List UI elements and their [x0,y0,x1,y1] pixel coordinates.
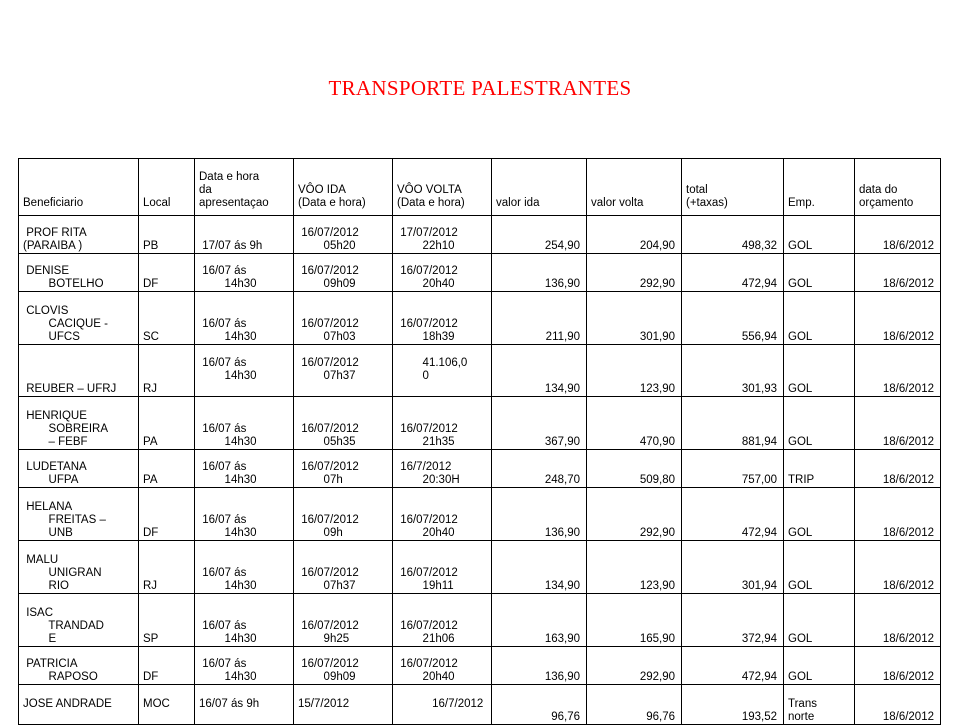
cell-apresentacao: 16/07 ás 9h [195,685,294,725]
cell-local: RJ [139,345,195,397]
cell-apresentacao: 16/07 ás 14h30 [195,541,294,594]
cell-beneficiario: MALU UNIGRAN RIO [19,541,139,594]
cell-total: 472,94 [682,254,784,292]
table-row [19,450,941,488]
cell-voo-ida: 16/07/2012 09h09 [294,254,393,292]
cell-apresentacao: 16/07 ás 14h30 [195,292,294,345]
header-emp: Emp. [784,159,855,216]
table-row [19,345,941,397]
cell-valor-volta: 204,90 [587,216,682,254]
header-voo-volta: VÔO VOLTA (Data e hora) [393,159,492,216]
cell-voo-ida: 16/07/2012 09h09 [294,647,393,685]
cell-beneficiario: DENISE BOTELHO [19,254,139,292]
cell-valor-volta: 123,90 [587,345,682,397]
cell-voo-ida: 16/07/2012 9h25 [294,594,393,647]
cell-local: PB [139,216,195,254]
cell-local: DF [139,254,195,292]
cell-beneficiario: LUDETANA UFPA [19,450,139,488]
cell-data-orcamento: 18/6/2012 [855,685,941,725]
cell-apresentacao: 16/07 ás 14h30 [195,594,294,647]
header-beneficiario: Beneficiario [19,159,139,216]
cell-voo-ida: 16/07/2012 07h [294,450,393,488]
cell-valor-volta: 123,90 [587,541,682,594]
cell-apresentacao: 17/07 ás 9h [195,216,294,254]
cell-valor-volta: 292,90 [587,254,682,292]
cell-data-orcamento: 18/6/2012 [855,594,941,647]
cell-emp: GOL [784,647,855,685]
cell-beneficiario: PATRICIA RAPOSO [19,647,139,685]
header-data-orcamento: data do orçamento [855,159,941,216]
cell-beneficiario: CLOVIS CACIQUE - UFCS [19,292,139,345]
cell-apresentacao: 16/07 ás 14h30 [195,345,294,397]
cell-voo-ida: 16/07/2012 07h03 [294,292,393,345]
cell-total: 556,94 [682,292,784,345]
table-row [19,292,941,345]
cell-local: MOC [139,685,195,725]
cell-local: SP [139,594,195,647]
table-row [19,254,941,292]
header-valor-volta: valor volta [587,159,682,216]
cell-emp: TRIP [784,450,855,488]
cell-voo-volta: 16/7/2012 [393,685,492,725]
cell-local: DF [139,647,195,685]
cell-emp: GOL [784,541,855,594]
table-row [19,488,941,541]
cell-valor-ida: 134,90 [492,345,587,397]
header-total: total (+taxas) [682,159,784,216]
cell-beneficiario: HELANA FREITAS – UNB [19,488,139,541]
cell-voo-ida: 16/07/2012 09h [294,488,393,541]
cell-beneficiario: HENRIQUE SOBREIRA – FEBF [19,397,139,450]
table-body [19,216,941,725]
cell-apresentacao: 16/07 ás 14h30 [195,450,294,488]
cell-data-orcamento: 18/6/2012 [855,450,941,488]
cell-emp: GOL [784,254,855,292]
cell-beneficiario: PROF RITA (PARAIBA ) [19,216,139,254]
cell-local: DF [139,488,195,541]
transport-table [18,158,941,725]
header-data-hora-apresentacao: Data e hora da apresentaçao [195,159,294,216]
cell-voo-volta: 16/7/2012 20:30H [393,450,492,488]
cell-voo-volta: 41.106,0 0 [393,345,492,397]
cell-valor-volta: 509,80 [587,450,682,488]
cell-valor-ida: 136,90 [492,488,587,541]
cell-total: 301,94 [682,541,784,594]
cell-valor-volta: 292,90 [587,647,682,685]
cell-local: PA [139,450,195,488]
cell-emp: GOL [784,345,855,397]
cell-valor-volta: 292,90 [587,488,682,541]
cell-emp: GOL [784,488,855,541]
cell-valor-ida: 134,90 [492,541,587,594]
cell-voo-volta: 17/07/2012 22h10 [393,216,492,254]
cell-valor-volta: 96,76 [587,685,682,725]
cell-apresentacao: 16/07 ás 14h30 [195,488,294,541]
cell-total: 757,00 [682,450,784,488]
cell-data-orcamento: 18/6/2012 [855,647,941,685]
cell-total: 472,94 [682,647,784,685]
cell-beneficiario: JOSE ANDRADE [19,685,139,725]
cell-data-orcamento: 18/6/2012 [855,345,941,397]
cell-data-orcamento: 18/6/2012 [855,216,941,254]
cell-beneficiario: ISAC TRANDAD E [19,594,139,647]
cell-voo-volta: 16/07/2012 20h40 [393,647,492,685]
cell-voo-volta: 16/07/2012 19h11 [393,541,492,594]
table-row [19,685,941,725]
cell-valor-volta: 470,90 [587,397,682,450]
table-row [19,541,941,594]
cell-voo-ida: 15/7/2012 [294,685,393,725]
cell-emp: GOL [784,594,855,647]
header-local: Local [139,159,195,216]
table-row [19,594,941,647]
header-valor-ida: valor ida [492,159,587,216]
cell-emp: GOL [784,397,855,450]
cell-valor-ida: 136,90 [492,647,587,685]
table-row [19,397,941,450]
cell-valor-ida: 367,90 [492,397,587,450]
table-row [19,647,941,685]
cell-emp: Trans norte [784,685,855,725]
cell-total: 881,94 [682,397,784,450]
cell-voo-ida: 16/07/2012 05h35 [294,397,393,450]
cell-total: 472,94 [682,488,784,541]
cell-valor-volta: 165,90 [587,594,682,647]
cell-voo-ida: 16/07/2012 07h37 [294,345,393,397]
cell-total: 193,52 [682,685,784,725]
cell-voo-volta: 16/07/2012 18h39 [393,292,492,345]
cell-local: RJ [139,541,195,594]
cell-total: 301,93 [682,345,784,397]
cell-apresentacao: 16/07 ás 14h30 [195,647,294,685]
cell-valor-ida: 254,90 [492,216,587,254]
cell-local: PA [139,397,195,450]
table-row [19,216,941,254]
cell-total: 498,32 [682,216,784,254]
cell-valor-volta: 301,90 [587,292,682,345]
cell-valor-ida: 211,90 [492,292,587,345]
cell-voo-ida: 16/07/2012 07h37 [294,541,393,594]
cell-data-orcamento: 18/6/2012 [855,541,941,594]
cell-beneficiario: REUBER – UFRJ [19,345,139,397]
cell-voo-volta: 16/07/2012 20h40 [393,488,492,541]
cell-valor-ida: 96,76 [492,685,587,725]
cell-valor-ida: 136,90 [492,254,587,292]
cell-local: SC [139,292,195,345]
cell-voo-volta: 16/07/2012 21h35 [393,397,492,450]
cell-data-orcamento: 18/6/2012 [855,254,941,292]
page-title: TRANSPORTE PALESTRANTES [328,76,632,100]
cell-voo-ida: 16/07/2012 05h20 [294,216,393,254]
cell-valor-ida: 248,70 [492,450,587,488]
cell-emp: GOL [784,292,855,345]
cell-data-orcamento: 18/6/2012 [855,488,941,541]
cell-emp: GOL [784,216,855,254]
cell-voo-volta: 16/07/2012 21h06 [393,594,492,647]
header-row [19,159,941,216]
header-voo-ida: VÔO IDA (Data e hora) [294,159,393,216]
cell-data-orcamento: 18/6/2012 [855,292,941,345]
cell-voo-volta: 16/07/2012 20h40 [393,254,492,292]
cell-apresentacao: 16/07 ás 14h30 [195,254,294,292]
cell-data-orcamento: 18/6/2012 [855,397,941,450]
cell-total: 372,94 [682,594,784,647]
cell-apresentacao: 16/07 ás 14h30 [195,397,294,450]
cell-valor-ida: 163,90 [492,594,587,647]
